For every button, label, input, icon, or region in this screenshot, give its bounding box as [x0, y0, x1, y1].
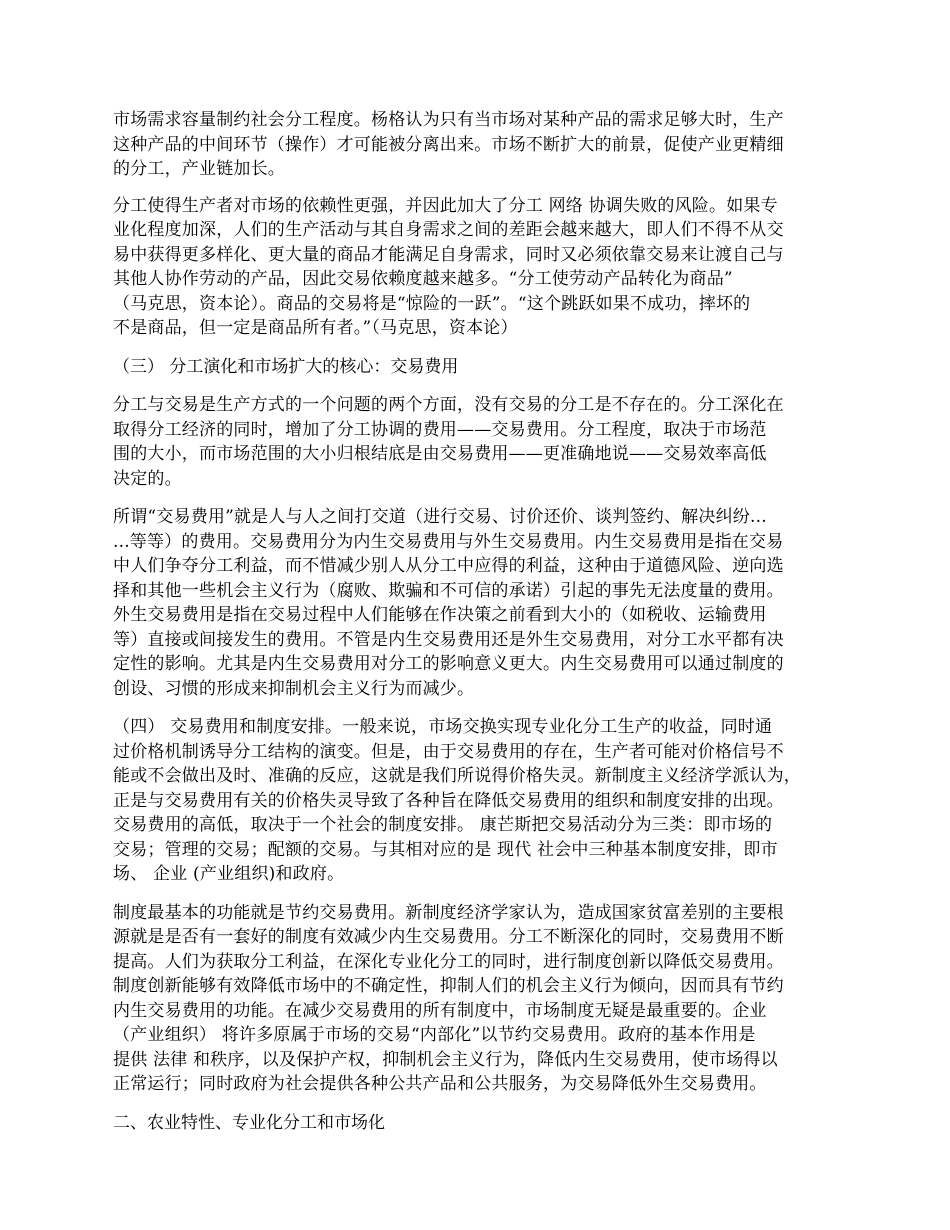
paragraph-division-dependency: 分工使得生产者对市场的依赖性更强，并因此加大了分工 网络 协调失败的风险。如果专 业化程度加深，人们的生产活动与其自身需求之间的差距会越来越大，即人们不得不从交 易中获得更多样化、更大量的商品才能满足自身需求，同时又必须依靠交易来让渡自己与 其他人协作劳动的产品，因此交易依赖度越来越多。“分工使劳动产品转化为商品” （马克思，资本论）。商品的交易将是“惊险的一跃”。“这个跳跃如果不成功，摔坏的 不是商品，但一定是商品所有者。”（马克思，资本论）: [113, 195, 784, 338]
document-body: [113, 108, 843, 1149]
paragraph-division-and-exchange: 分工与交易是生产方式的一个问题的两个方面，没有交易的分工是不存在的。分工深化在 取得分工经济的同时，增加了分工协调的费用——交易费用。分工程度，取决于市场范 围的大小，而市场范围的大小归根结底是由交易费用——更准确地说——交易效率高低 决定的。: [113, 395, 784, 489]
section-heading-transaction-cost: （三） 分工演化和市场扩大的核心：交易费用: [113, 356, 459, 377]
paragraph-institution-function: 制度最基本的功能就是节约交易费用。新制度经济学家认为，造成国家贫富差别的主要根 源就是是否有一套好的制度有效减少内生交易费用。分工不断深化的同时，交易费用不断 提高。人们为获取分工利益，在深化专业化分工的同时，进行制度创新以降低交易费用。 制度创新能够有效降低市场中的不确定性，抑制人们的机会主义行为倾向，因而具有节约 内生交易费用的功能。在减少交易费用的所有制度中，市场制度无疑是最重要的。企业 （产业组织） 将许多原属于市场的交易“内部化”以节约交易费用。政府的基本作用是 提供 法律 和秩序，以及保护产权，抑制机会主义行为，降低内生交易费用，使市场得以 正常运行；同时政府为社会提供各种公共产品和公共服务，为交易降低外生交易费用。: [113, 902, 784, 1094]
section-heading-agriculture: 二、农业特性、专业化分工和市场化: [113, 1112, 385, 1133]
paragraph-transaction-cost-definition: 所谓“交易费用”就是人与人之间打交道（进行交易、讨价还价、谈判签约、解决纠纷... ...等等）的费用。交易费用分为内生交易费用与外生交易费用。内生交易费用是指在交易 中人们争夺分工利益，而不惜减少别人从分工中应得的利益，这种由于道德风险、逆向选 择和其他一些机会主义行为（腐败、欺骗和不可信的承诺）引起的事先无法度量的费用。 外生交易费用是指在交易过程中人们能够在作决策之前看到大小的（如税收、运输费用 等）直接或间接发生的费用。不管是内生交易费用还是外生交易费用，对分工水平都有决 定性的影响。尤其是内生交易费用对分工的影响意义更大。内生交易费用可以通过制度的 创设、习惯的形成来抑制机会主义行为而减少。: [113, 507, 784, 699]
paragraph-institutional-arrangement: （四） 交易费用和制度安排。一般来说，市场交换实现专业化分工生产的收益，同时通 过价格机制诱导分工结构的演变。但是，由于交易费用的存在，生产者可能对价格信号不 能或不会做出及时、准确的反应，这就是我们所说得价格失灵。新制度主义经济学派认为， 正是与交易费用有关的价格失灵导致了各种旨在降低交易费用的组织和制度安排的出现。 交易费用的高低，取决于一个社会的制度安排。 康芒斯把交易活动分为三类：即市场的 交易；管理的交易；配额的交易。与其相对应的是 现代 社会中三种基本制度安排，即市 场、 企业 (产业组织)和政府。: [113, 717, 801, 884]
paragraph-market-demand: 市场需求容量制约社会分工程度。杨格认为只有当市场对某种产品的需求足够大时，生产 这种产品的中间环节（操作）才可能被分离出来。市场不断扩大的前景，促使产业更精细 的分工，产业链加长。: [113, 110, 784, 179]
